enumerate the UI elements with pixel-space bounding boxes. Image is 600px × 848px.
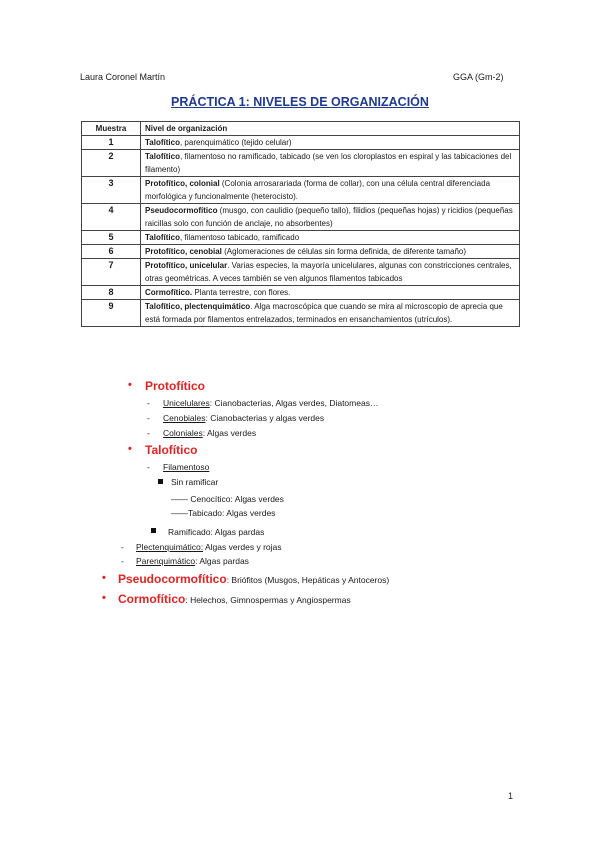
outline-item-unicelulares: Unicelulares: Cianobacterias, Algas verdes, Diatomeas… xyxy=(163,398,379,408)
organization-level-cell xyxy=(141,286,520,300)
organization-level-cell xyxy=(141,300,520,327)
bullet-dot: • xyxy=(102,592,106,604)
organization-level-name: Talofítico xyxy=(145,138,180,147)
outline-cormofitico: Cormofítico: Helechos, Gimnospermas y Angiospermas xyxy=(118,592,351,606)
outline-item-plectenquimatico: Plectenquimático: Algas verdes y rojas xyxy=(136,542,282,552)
sample-number: 6 xyxy=(82,245,141,259)
table-row xyxy=(82,245,520,259)
organization-level-description: Planta terrestre, con flores. xyxy=(192,288,291,297)
sample-number: 9 xyxy=(82,300,141,327)
column-header-nivel: Nivel de organización xyxy=(141,122,520,136)
organization-level-description: , filamentoso no ramificado, tabicado (se ven los cloroplastos en espiral y las tabicaciones del filamento) xyxy=(145,152,512,174)
organization-level-name: Talofítico xyxy=(145,233,180,242)
organization-level-name: Protofítico, colonial xyxy=(145,179,220,188)
organization-level-cell xyxy=(141,259,520,286)
table-row xyxy=(82,177,520,204)
dash-marker: - xyxy=(121,542,124,552)
table-body xyxy=(82,136,520,327)
organization-level-cell xyxy=(141,150,520,177)
bullet-dot: • xyxy=(102,572,106,584)
organization-table xyxy=(81,121,520,327)
table-row xyxy=(82,259,520,286)
page-number: 1 xyxy=(508,791,514,801)
organization-level-name: Talofítico xyxy=(145,152,180,161)
sample-number: 5 xyxy=(82,231,141,245)
outline-item-tabicado: ——Tabicado: Algas verdes xyxy=(171,508,276,518)
outline-protofitico: Protofítico xyxy=(145,379,205,393)
outline-item-cenocitico: —— Cenocítico: Algas verdes xyxy=(171,494,284,504)
outline-item-ramificado: Ramificado: Algas pardas xyxy=(168,527,265,537)
sample-number: 8 xyxy=(82,286,141,300)
outline-item-parenquimatico: Parenquimático: Algas pardas xyxy=(136,556,249,566)
table-row xyxy=(82,204,520,231)
square-bullet-icon xyxy=(158,479,163,484)
dash-marker: - xyxy=(147,413,150,423)
bullet-dot: • xyxy=(128,443,132,455)
dash-marker: - xyxy=(147,428,150,438)
organization-level-description: , filamentoso tabicado, ramificado xyxy=(179,233,300,242)
table-row xyxy=(82,286,520,300)
organization-level-name: Talofítico, plectenquimático xyxy=(145,302,251,311)
square-bullet-icon xyxy=(151,528,156,533)
organization-level-description: . Alga macroscópica que cuando se mira al microscopio de aprecia que está formada por filamentos entrelazados, terminados en ensanchamientos (utrículos). xyxy=(145,302,503,324)
organization-level-cell xyxy=(141,204,520,231)
table-row xyxy=(82,150,520,177)
header-group: GGA (Gm-2) xyxy=(453,72,504,82)
sample-number: 1 xyxy=(82,136,141,150)
organization-level-description: , parenquimático (tejido celular) xyxy=(179,138,292,147)
outline-item-coloniales: Coloniales: Algas verdes xyxy=(163,428,257,438)
organization-level-description: . Varias especies, la mayoría unicelulares, algunas con constricciones centrales, otras geométricas. A veces también se ven algunos filamentos tabicados xyxy=(145,261,512,283)
dash-marker: - xyxy=(147,462,150,472)
organization-level-name: Protofítico, unicelular xyxy=(145,261,228,270)
outline-item-cenobiales: Cenobiales: Cianobacterias y algas verdes xyxy=(163,413,325,423)
outline-item-sin-ramificar: Sin ramificar xyxy=(171,477,219,487)
organization-level-description: (Colonia arrosarariada (forma de collar), con una célula central diferenciada morfológica y funcionalmente (heterocisto). xyxy=(145,179,491,201)
table-row xyxy=(82,136,520,150)
organization-level-cell xyxy=(141,136,520,150)
outline-item-filamentoso: Filamentoso xyxy=(163,462,210,472)
organization-level-description: (musgo, con caulidio (pequeño tallo), filidios (pequeñas hojas) y ricidios (pequeñas raicillas solo con función de anclaje, no absorbentes) xyxy=(145,206,513,228)
table-row xyxy=(82,300,520,327)
dash-marker: - xyxy=(121,556,124,566)
sample-number: 3 xyxy=(82,177,141,204)
outline-talofitico: Talofítico xyxy=(145,443,198,457)
column-header-muestra: Muestra xyxy=(82,122,141,136)
sample-number: 7 xyxy=(82,259,141,286)
bullet-dot: • xyxy=(128,379,132,391)
organization-level-cell xyxy=(141,177,520,204)
organization-level-cell xyxy=(141,231,520,245)
page-title: PRÁCTICA 1: NIVELES DE ORGANIZACIÓN xyxy=(171,95,429,109)
outline-pseudocormofitico: Pseudocormofítico: Briófitos (Musgos, Hepáticas y Antoceros) xyxy=(118,572,390,586)
dash-marker: - xyxy=(147,398,150,408)
header-author: Laura Coronel Martín xyxy=(80,72,166,82)
organization-level-name: Cormofítico. xyxy=(145,288,193,297)
table-row xyxy=(82,231,520,245)
sample-number: 2 xyxy=(82,150,141,177)
organization-level-cell xyxy=(141,245,520,259)
table-header-row xyxy=(82,122,520,136)
sample-number: 4 xyxy=(82,204,141,231)
organization-level-name: Protofítico, cenobial xyxy=(145,247,222,256)
organization-level-name: Pseudocormofítico xyxy=(145,206,218,215)
organization-level-description: (Aglomeraciones de células sin forma definida, de diferente tamaño) xyxy=(221,247,467,256)
